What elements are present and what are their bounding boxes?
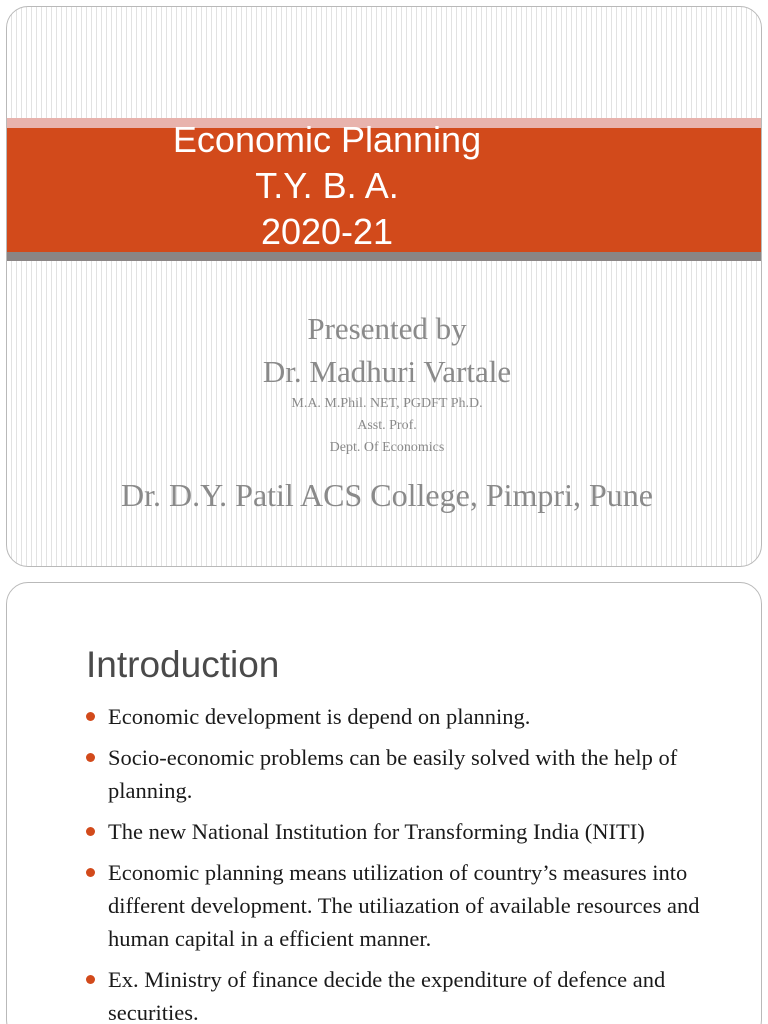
bullet-text: Economic planning means utilization of country’s measures into different development. The utiliazation of available resources and human capital in a efficient manner. <box>108 860 700 951</box>
bullet-dot-icon <box>86 827 95 836</box>
title-line-1: Economic Planning <box>172 119 482 160</box>
slide-title <box>7 117 647 255</box>
presented-by-label: Presented by <box>307 311 467 346</box>
bullet-text: The new National Institution for Transforming India (NITI) <box>108 819 645 844</box>
title-line-2: T.Y. B. A. <box>255 165 399 206</box>
bullet-dot-icon <box>86 753 95 762</box>
subtitle-block <box>7 307 762 515</box>
bullet-item <box>85 963 725 1024</box>
bullet-dot-icon <box>86 975 95 984</box>
bullet-item <box>85 815 725 848</box>
bullet-item <box>85 700 725 733</box>
bullet-text: Economic development is depend on planning. <box>108 704 531 729</box>
author-department: Dept. Of Economics <box>329 440 445 455</box>
bullet-text: Ex. Ministry of finance decide the expenditure of defence and securities. <box>108 967 666 1024</box>
introduction-slide <box>6 582 762 1024</box>
title-slide <box>6 6 762 567</box>
slide-heading: Introduction <box>86 644 280 685</box>
bullet-item <box>85 741 725 807</box>
bullet-dot-icon <box>86 868 95 877</box>
author-qualifications: M.A. M.Phil. NET, PGDFT Ph.D. <box>291 396 483 411</box>
author-position: Asst. Prof. <box>357 418 417 433</box>
bullet-dot-icon <box>86 712 95 721</box>
author-name: Dr. Madhuri Vartale <box>262 354 512 389</box>
title-line-3: 2020-21 <box>260 211 394 252</box>
bullet-item <box>85 856 725 955</box>
college-name: Dr. D.Y. Patil ACS College, Pimpri, Pune <box>121 477 653 513</box>
bullet-list <box>85 700 725 1024</box>
bullet-text: Socio-economic problems can be easily solved with the help of planning. <box>108 745 678 803</box>
